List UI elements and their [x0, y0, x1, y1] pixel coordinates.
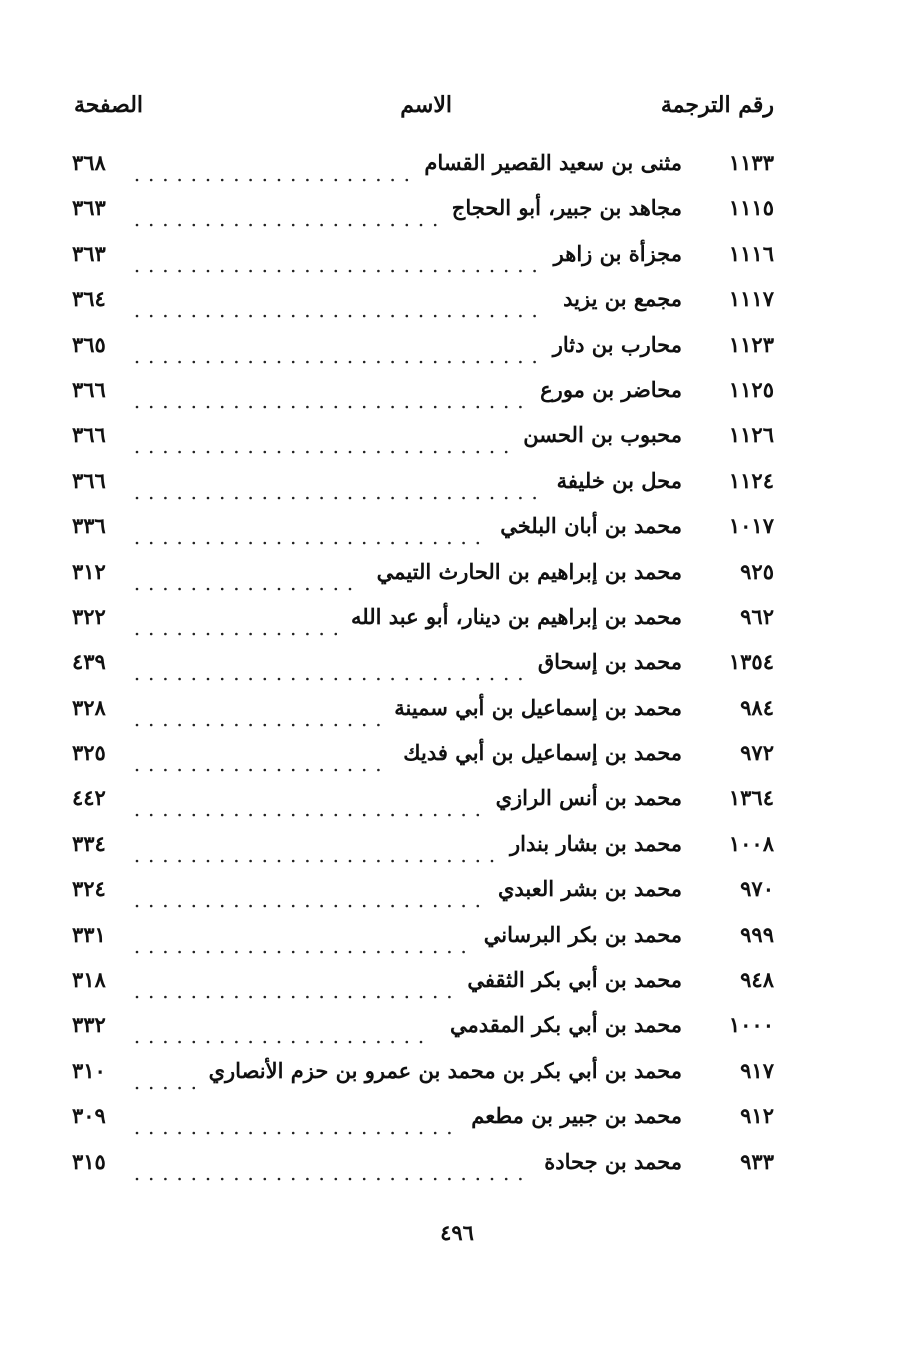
- dot-leader: [134, 346, 539, 356]
- dot-leader: [134, 890, 484, 900]
- dot-leader: [134, 300, 549, 310]
- index-entry: [0, 377, 914, 422]
- index-entry: [0, 422, 914, 467]
- entry-page: ٣٢٤: [72, 876, 106, 902]
- entry-name: محمد بن إبراهيم بن الحارث التيمي: [376, 558, 682, 584]
- dot-leader: [134, 981, 453, 991]
- dot-leader: [134, 527, 486, 537]
- entry-page: ٣٦٦: [72, 422, 106, 448]
- index-entry: [0, 1058, 914, 1103]
- entry-name: محمد بن جحادة: [544, 1148, 682, 1174]
- index-entry: [0, 604, 914, 649]
- entry-number: ١١٣٣: [728, 150, 774, 175]
- entry-number: ١١٢٤: [728, 467, 774, 493]
- entry-number: ١١٢٣: [728, 331, 774, 357]
- entry-page: ٣٦٦: [72, 467, 106, 493]
- dot-leader: [134, 1072, 195, 1082]
- entry-name: مجزأة بن زاهر: [553, 240, 682, 266]
- entry-number: ٩١٢: [740, 1103, 774, 1129]
- entry-page: ٣١٥: [72, 1148, 106, 1174]
- index-entry: [0, 195, 914, 240]
- page-number: ٤٩٦: [440, 1220, 474, 1245]
- entry-number: ١١١٧: [728, 286, 774, 312]
- index-entry: [0, 513, 914, 558]
- dot-leader: [134, 663, 524, 673]
- entry-number: ٩٤٨: [740, 967, 774, 993]
- index-entry: [0, 831, 914, 876]
- entry-number: ١١١٦: [728, 240, 774, 266]
- entry-number: ٩٧٢: [740, 740, 774, 766]
- entry-name: محارب بن دثار: [552, 331, 682, 357]
- dot-leader: [134, 936, 470, 946]
- dot-leader: [134, 391, 526, 401]
- entry-page: ٣٣٦: [72, 513, 106, 539]
- entry-name: مجاهد بن جبير، أبو الحجاج: [451, 195, 682, 221]
- dot-leader: [134, 573, 363, 583]
- entry-name: محمد بن إسماعيل بن أبي سمينة: [394, 694, 682, 720]
- entry-page: ٣٣٢: [72, 1012, 106, 1038]
- entry-number: ١١١٥: [728, 195, 774, 221]
- entry-page: ٣٣١: [72, 921, 106, 947]
- entry-number: ١٠١٧: [728, 513, 774, 539]
- entry-name: محبوب بن الحسن: [523, 422, 682, 448]
- entry-number: ٩٦٢: [740, 603, 774, 629]
- index-entry: [0, 241, 914, 286]
- entry-number: ١٣٥٤: [728, 649, 774, 675]
- entry-page: ٣٢٢: [72, 603, 106, 629]
- entry-page: ٣٦٣: [72, 195, 106, 221]
- dot-leader: [134, 209, 438, 219]
- entry-page: ٣٦٣: [72, 240, 106, 266]
- dot-leader: [134, 754, 389, 764]
- index-entry: [0, 695, 914, 740]
- entry-page: ٣٢٥: [72, 740, 106, 766]
- entry-page: ٣٦٥: [72, 331, 106, 357]
- entry-number: ٩٩٩: [740, 921, 774, 947]
- entry-number: ٩٨٤: [740, 694, 774, 720]
- entry-name: محمد بن أبي بكر بن محمد بن عمرو بن حزم الأنصاري: [208, 1057, 682, 1083]
- index-entry: [0, 967, 914, 1012]
- dot-leader: [134, 255, 540, 265]
- entry-page: ٣١٢: [72, 558, 106, 584]
- entry-number: ٩٧٠: [740, 876, 774, 902]
- name-column-header: الاسم: [400, 92, 452, 118]
- entry-page: ٣١٠: [72, 1057, 106, 1083]
- entry-name: محاضر بن مورع: [540, 376, 682, 402]
- index-entry: [0, 785, 914, 830]
- entry-name: محمد بن بشار بندار: [509, 830, 682, 856]
- dot-leader: [134, 618, 337, 628]
- dot-leader: [134, 436, 509, 446]
- entry-number: ١١٢٦: [728, 422, 774, 448]
- entry-name: محمد بن بكر البرساني: [483, 921, 682, 947]
- entry-name: محمد بن أبان البلخي: [500, 513, 682, 539]
- index-entry: [0, 922, 914, 967]
- index-entry: [0, 150, 914, 195]
- entry-number: ١٠٠٨: [728, 830, 774, 856]
- entry-name: محمد بن أبي بكر الثقفي: [467, 967, 682, 993]
- index-entry: [0, 649, 914, 694]
- index-entry: [0, 1149, 914, 1194]
- dot-leader: [134, 709, 380, 719]
- index-entry: [0, 1012, 914, 1057]
- entry-page: ٣١٨: [72, 967, 106, 993]
- entry-name: محمد بن أبي بكر المقدمي: [449, 1012, 682, 1038]
- page-column-header: الصفحة: [74, 92, 144, 118]
- entry-number: ٩٢٥: [740, 558, 774, 584]
- entry-page: ٣٠٩: [72, 1103, 106, 1129]
- index-entry: [0, 468, 914, 513]
- dot-leader: [134, 482, 543, 492]
- index-entry: [0, 740, 914, 785]
- dot-leader: [134, 1117, 457, 1127]
- index-entry: [0, 332, 914, 377]
- index-entry: [0, 286, 914, 331]
- entry-name: مجمع بن يزيد: [563, 286, 682, 312]
- entry-number: ٩٣٣: [740, 1148, 774, 1174]
- entry-name: مثنى بن سعيد القصير القسام: [424, 150, 682, 175]
- entry-page: ٣٣٤: [72, 830, 106, 856]
- index-entries: [0, 150, 914, 1194]
- entry-page: ٣٢٨: [72, 694, 106, 720]
- entry-page: ٤٤٢: [72, 785, 106, 811]
- dot-leader: [134, 164, 410, 174]
- entry-name: محمد بن إبراهيم بن دينار، أبو عبد الله: [350, 603, 682, 629]
- entry-number: ١٣٦٤: [728, 785, 774, 811]
- index-entry: [0, 559, 914, 604]
- dot-leader: [134, 1026, 436, 1036]
- entry-page: ٤٣٩: [72, 649, 106, 675]
- entry-name: محمد بن بشر العبدي: [497, 876, 682, 902]
- table-header: [0, 92, 914, 132]
- entry-name: محمد بن إسحاق: [537, 649, 682, 675]
- entry-number: ١٠٠٠: [728, 1012, 774, 1038]
- entry-page: ٣٦٦: [72, 376, 106, 402]
- entry-name: محمد بن إسماعيل بن أبي فديك: [403, 740, 682, 766]
- entry-number: ١١٢٥: [728, 376, 774, 402]
- entry-name: محمد بن جبير بن مطعم: [471, 1103, 682, 1129]
- entry-page: ٣٦٨: [72, 150, 106, 175]
- entry-name: محمد بن أنس الرازي: [495, 785, 682, 811]
- dot-leader: [134, 1163, 530, 1173]
- dot-leader: [134, 799, 482, 809]
- index-entry: [0, 1103, 914, 1148]
- entry-number: ٩١٧: [740, 1057, 774, 1083]
- dot-leader: [134, 845, 496, 855]
- index-entry: [0, 876, 914, 921]
- entry-name: محل بن خليفة: [556, 467, 682, 493]
- entry-page: ٣٦٤: [72, 286, 106, 312]
- number-column-header: رقم الترجمة: [660, 92, 774, 118]
